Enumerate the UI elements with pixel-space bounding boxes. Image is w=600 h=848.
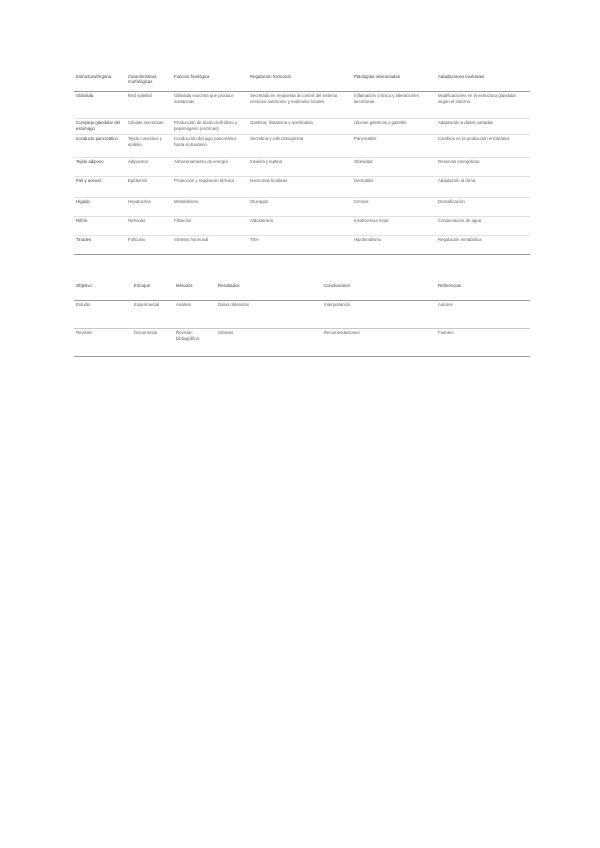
column-header: Referencias [436,281,530,300]
column-header: Adaptaciones evolutivas [436,72,530,91]
table-row [74,157,530,176]
table-cell: Complejo glandular del estómago [74,118,126,134]
column-header: Regulación hormonal [248,72,352,91]
table-cell: Insuficiencia renal [352,216,436,235]
table-cell: Metabolismo [172,197,248,216]
table-cell: Cirrosis [352,197,436,216]
table-cell: Adaptación a dietas variadas [436,118,530,134]
table-cell: Interpretación [322,300,436,328]
table-cell: Secretada en respuesta al control del sistema nervioso autónomo y estímulos locales [248,91,352,118]
table-cell: Almacenamiento de energía [172,157,248,176]
table-cell: Síntesis [216,328,322,356]
table-row [74,328,530,356]
table-cell: Tejido adiposo [74,157,126,176]
table-cell: Autores [436,300,530,328]
table-cell: Detoxificación [436,197,530,216]
table-cell: Secretina y colecistoquinina [248,134,352,157]
table-row [74,216,530,235]
table-cell: Datos obtenidos [216,300,322,328]
table-cell: Modificaciones en la estructura glandular según el entorno [436,91,530,118]
table-cell: Recomendaciones [322,328,436,356]
table-cell: Riñón [74,216,126,235]
table-cell: Conservación de agua [436,216,530,235]
column-header: Objetivo [74,281,132,300]
table-cell: Hepatocitos [126,197,172,216]
table-cell: Análisis [174,300,216,328]
table-cell: Filtración [172,216,248,235]
table-cell: Hígado [74,197,126,216]
column-header: Resultados [216,281,322,300]
table-cell: Hipotiroidismo [352,235,436,254]
column-header: Enfoque [132,281,174,300]
table-cell: Estudio [74,300,132,328]
table-cell: Glándula exocrina que produce sustancias [172,91,248,118]
table-row [74,235,530,254]
table-cell: Insulina y leptina [248,157,352,176]
table-cell: Obesidad [352,157,436,176]
table-cell: Tiroides [74,235,126,254]
table-row [74,118,530,134]
table-cell: Tejido conectivo y epitelio [126,134,172,157]
column-header: Características morfológicas [126,72,172,91]
table-cell: Regulación metabólica [436,235,530,254]
table-cell: Red epitelial [126,91,172,118]
table-cell: Protección y regulación térmica [172,176,248,197]
table-row [74,134,530,157]
table-cell: Fuentes [436,328,530,356]
table-cell: Hormonas tiroideas [248,176,352,197]
table-cell: Reservas energéticas [436,157,530,176]
table-cell: Experimental [132,300,174,328]
column-header: Conclusiones [322,281,436,300]
organ-comparison-table [74,72,530,255]
table-cell: Células secretoras [126,118,172,134]
study-summary-table [74,281,530,357]
column-header: Función fisiológica [172,72,248,91]
table-cell: TSH [248,235,352,254]
column-header: Estructura/Órgano [74,72,126,91]
table-cell: Nefronas [126,216,172,235]
table-header-row [74,281,530,300]
table-cell: Glucagón [248,197,352,216]
table-cell: Documental [132,328,174,356]
table-cell: Conducto pancreático [74,134,126,157]
table-row [74,91,530,118]
table-cell: Folículos [126,235,172,254]
table-row [74,300,530,328]
table-cell: Síntesis hormonal [172,235,248,254]
table-cell: Adaptación al clima [436,176,530,197]
table-cell: Revisión [74,328,132,356]
table-cell: Adipocitos [126,157,172,176]
table-cell: Revisión bibliográfica [174,328,216,356]
table-cell: Inflamación crónica y alteraciones secretoras [352,91,436,118]
table-cell: Pancreatitis [352,134,436,157]
table-cell: Conducción del jugo pancreático hacia el duodeno [172,134,248,157]
table-cell: Dermatitis [352,176,436,197]
table-cell: Glándula [74,91,126,118]
table-row [74,176,530,197]
column-header: Métodos [174,281,216,300]
table-cell: Cambios en la producción enzimática [436,134,530,157]
table-row [74,197,530,216]
table-header-row [74,72,530,91]
table-cell: Epidermis [126,176,172,197]
table-cell: Úlceras gástricas y gastritis [352,118,436,134]
table-cell: Piel y anexos [74,176,126,197]
table-cell: Gastrina, histamina y acetilcolina [248,118,352,134]
table-cell: Producción de ácido clorhídrico y pepsinógeno (enzimas) [172,118,248,134]
table-cell: Aldosterona [248,216,352,235]
column-header: Patologías relacionadas [352,72,436,91]
